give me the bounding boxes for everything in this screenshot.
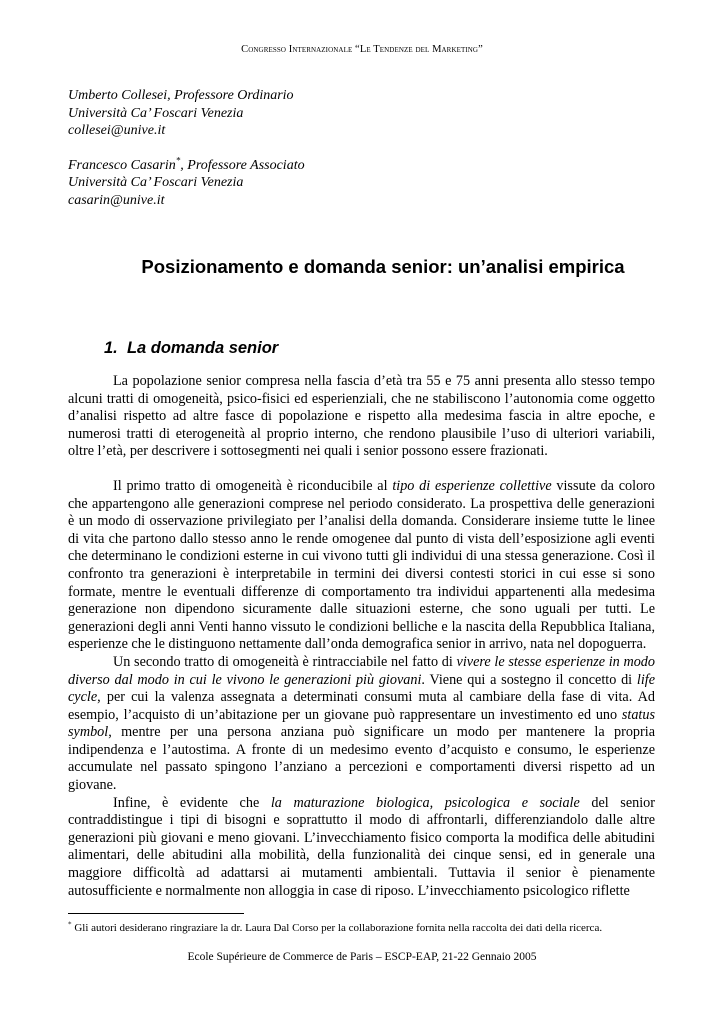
paragraph-1: La popolazione senior compresa nella fascia d’età tra 55 e 75 anni presenta allo stesso tempo alcuni tratti di omogeneità, psico-fisici ed esperienziali, che ne stabiliscono l’autonomia come oggetto d’analisi rispetto ad altre fasce di popolazione e rispetto alla medesima fascia in altre epoche, e numerosi tratti di eterogeneità al proprio interno, che rendono plausibile l’uso di ulteriori variabili, oltre l’età, per descrivere i sottosegmenti nei quali i senior possono essere frazionati. — [68, 373, 655, 460]
page-footer: Ecole Supérieure de Commerce de Paris – ESCP-EAP, 21-22 Gennaio 2005 — [187, 951, 537, 963]
author-email: collesei@unive.it — [68, 123, 166, 138]
author-name-role — [68, 154, 305, 175]
body-text — [68, 373, 655, 900]
text-run: , per cui la valenza assegnata a determinati consumi muta al cambiare della fase di vita. Ad esempio, l’acquisto di un’abitazione per un giovane può rappresentare un investimento ed uno — [68, 689, 655, 723]
footnote-text: Gli autori desiderano ringraziare la dr. Laura Dal Corso per la collaborazione fornita nella raccolta dei dati della ricerca. — [71, 922, 603, 934]
footnote-marker: * — [68, 920, 72, 929]
text-run: , mentre per una persona anziana può significare un modo per mantenere la propria indipendenza e l’autostima. A fronte di un medesimo evento d’acquisto e consumo, le esperienze accumulate nel passato spingono l’anziano a percezioni e comportamenti diversi rispetto ad un giovane. — [68, 724, 655, 794]
author-affiliation: Università Ca’ Foscari Venezia — [68, 175, 244, 190]
author-role: , Professore Associato — [180, 157, 305, 173]
footnote-divider — [68, 913, 244, 914]
text-run: . Viene qui a sostegno il concetto di — [421, 671, 637, 688]
author-casarin — [68, 154, 305, 210]
author-name: Francesco Casarin — [68, 157, 176, 173]
running-header: Congresso Internazionale “Le Tendenze del Marketing” — [241, 44, 483, 55]
paragraph-4 — [68, 795, 655, 901]
footnote — [68, 921, 658, 935]
author-collesei — [68, 87, 305, 140]
emphasis: la maturazione biologica, psicologica e sociale — [270, 794, 580, 811]
text-run: vissute da coloro che appartengono alle generazioni comprese nel periodo considerato. La prospettiva delle generazioni è un modo di osservazione privilegiato per l’analisi della domanda. Considerare insieme tutte le linee di vita che partono dallo stesso anno le rende omogenee dal punto di vista dell’esposizione agli eventi che determinano le condizioni esterne in cui vivono tutti gli individui di una stessa generazione. Così il confronto tra generazioni è interpretabile in termini dei diversi contesti storici in cui esse si sono formate, mentre le eventuali differenze di comportamento tra individui appartenenti alla medesima generazione non dipendono sicuramente dalle situazioni esterne, che sono uguali per tutti. Le generazioni degli anni Venti hanno vissuto le condizioni belliche e la nascita della Repubblica Italiana, esperienze che le distinguono nettamente dall’onda demografica senior in arrivo, nata nel dopoguerra. — [68, 477, 655, 653]
footnote-marker: * — [175, 154, 181, 165]
emphasis: life cycle — [68, 671, 655, 706]
emphasis: vivere le stesse esperienze in modo diverso dal modo in cui le vivono le generazioni più giovani — [68, 653, 655, 688]
emphasis: status symbol — [68, 706, 655, 741]
author-name-role: Umberto Collesei, Professore Ordinario — [68, 88, 294, 103]
text-run: Il primo tratto di omogeneità è riconducibile al — [113, 477, 393, 494]
author-email: casarin@unive.it — [68, 192, 165, 208]
paper-title: Posizionamento e domanda senior: un’analisi empirica — [141, 256, 625, 277]
emphasis: tipo di esperienze collettive — [392, 477, 552, 494]
section-number: 1. — [104, 339, 118, 357]
section-title: La domanda senior — [126, 339, 279, 357]
text-run: del senior contraddistingue i tipi di bisogni e soprattutto il modo di affrontarli, differenziandolo dalle altre generazioni più giovani e meno giovani. L’invecchiamento fisico comporta la modifica delle abitudini alimentari, delle abitudini alla mobilità, della funzionalità dei cinque sensi, ed in generale una maggiore difficoltà ad adattarsi ai mutamenti ambientali. Tuttavia il senior è pienamente autosufficiente e normalmente non alloggia in case di riposo. L’invecchiamento psicologico riflette — [68, 794, 655, 899]
paragraph-3 — [68, 654, 655, 795]
paragraph-2 — [68, 478, 655, 654]
section-heading — [104, 339, 278, 358]
text-run: Un secondo tratto di omogeneità è rintracciabile nel fatto di — [113, 653, 457, 670]
author-affiliation: Università Ca’ Foscari Venezia — [68, 105, 244, 121]
text-run: Infine, è evidente che — [113, 794, 271, 811]
author-list — [68, 87, 305, 226]
